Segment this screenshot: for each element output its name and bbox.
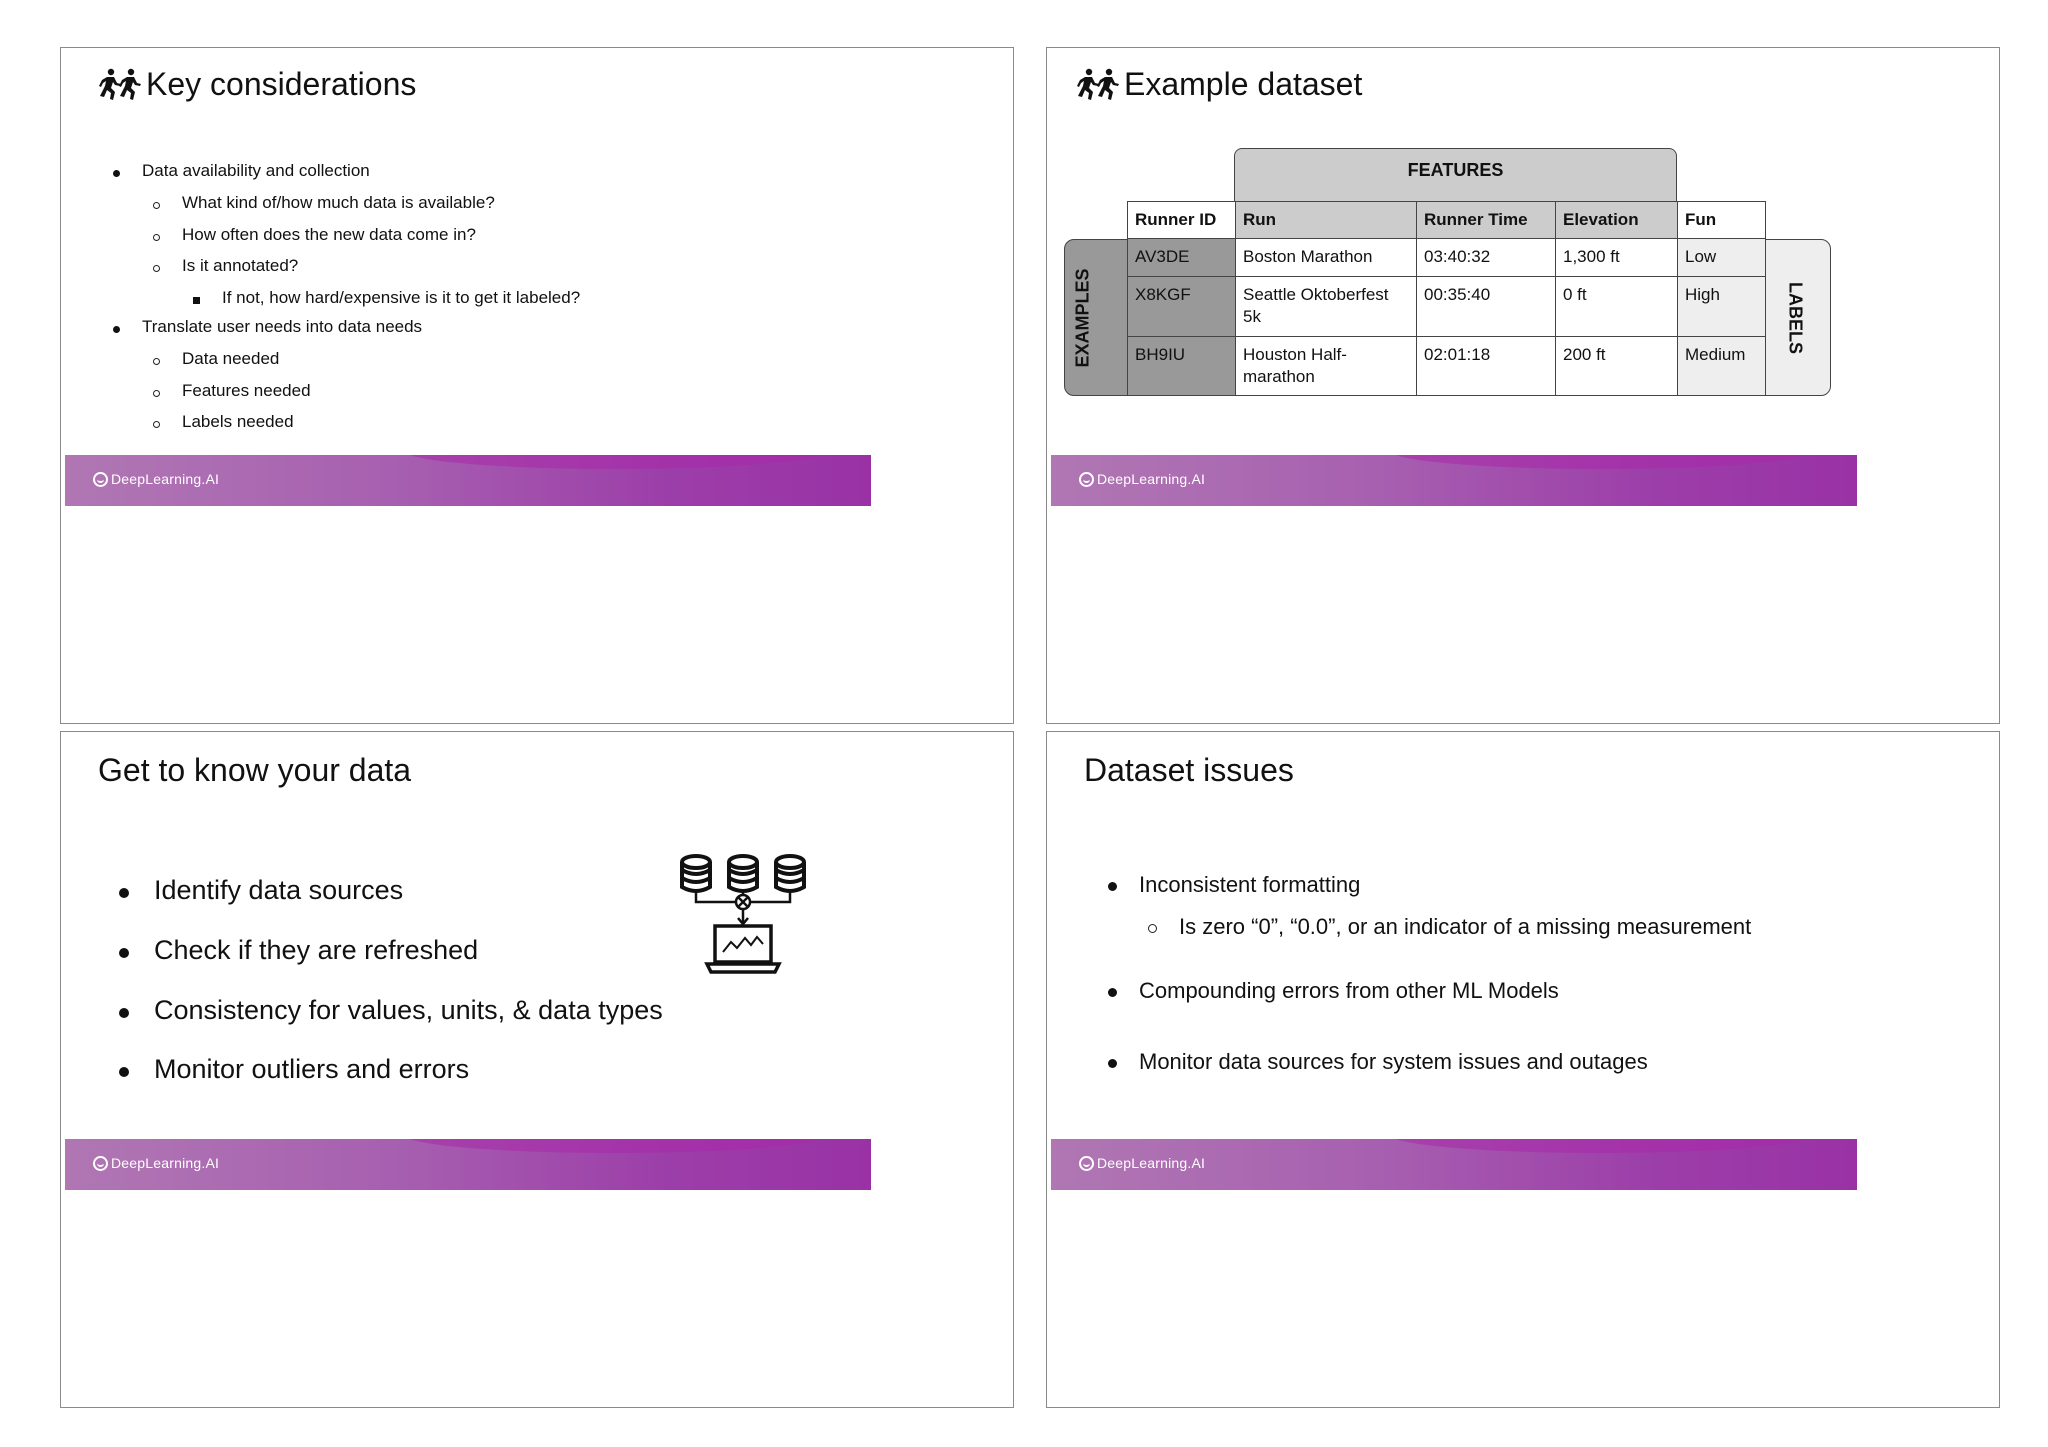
- table-cell: 200 ft: [1556, 337, 1678, 396]
- slide-title-text: Example dataset: [1124, 66, 1363, 102]
- labels-label: LABELS: [1785, 282, 1806, 354]
- col-header: Run: [1236, 202, 1417, 239]
- list-item: Data availability and collection: [142, 161, 370, 180]
- sub-bullet: [153, 421, 160, 428]
- table-cell: 1,300 ft: [1556, 239, 1678, 277]
- sub-sub-bullet: [193, 297, 200, 304]
- deeplearning-logo-icon: [93, 472, 108, 487]
- table-cell: BH9IU: [1128, 337, 1236, 396]
- table-row: [1128, 277, 1766, 337]
- table-cell: Low: [1678, 239, 1766, 277]
- deeplearning-logo-icon: [93, 1156, 108, 1171]
- deeplearning-logo-icon: [1079, 1156, 1094, 1171]
- brand-logo: [93, 1155, 219, 1171]
- features-label: FEATURES: [1407, 159, 1504, 180]
- runners-icon: [1076, 68, 1122, 102]
- list-item: Is it annotated?: [182, 256, 299, 275]
- brand-logo: [1079, 1155, 1205, 1171]
- bullet: [113, 326, 120, 333]
- brand-text: DeepLearning.AI: [1097, 471, 1206, 487]
- brand-text: DeepLearning.AI: [1097, 1155, 1206, 1171]
- slide-footer: [1051, 1139, 1857, 1190]
- list-item: Monitor outliers and errors: [154, 1054, 470, 1084]
- bullet: [1108, 988, 1117, 997]
- col-header: Fun: [1678, 202, 1766, 239]
- features-header: [1234, 148, 1677, 201]
- slide-footer: [65, 455, 871, 506]
- slide-footer: [1051, 455, 1857, 506]
- col-header: Runner Time: [1417, 202, 1556, 239]
- brand-text: DeepLearning.AI: [111, 1155, 220, 1171]
- bullet: [119, 1067, 129, 1077]
- table-cell: Medium: [1678, 337, 1766, 396]
- list-item: Labels needed: [182, 412, 294, 431]
- slide-title: Dataset issues: [1084, 752, 1294, 788]
- examples-label: EXAMPLES: [1072, 268, 1093, 368]
- list-item: Is zero “0”, “0.0”, or an indicator of a missing measurement: [1179, 914, 1752, 939]
- table-row: [1128, 337, 1766, 396]
- table-cell: 03:40:32: [1417, 239, 1556, 277]
- table-cell: AV3DE: [1128, 239, 1236, 277]
- runners-icon: [98, 68, 144, 102]
- col-header: Elevation: [1556, 202, 1678, 239]
- brand-text: DeepLearning.AI: [111, 471, 220, 487]
- bullet: [113, 170, 120, 177]
- sub-bullet: [153, 202, 160, 209]
- sub-bullet: [153, 358, 160, 365]
- slide-title: [98, 66, 416, 103]
- slide-title: [1076, 66, 1362, 103]
- bullet: [1108, 1059, 1117, 1068]
- list-item: Consistency for values, units, & data types: [154, 995, 663, 1025]
- list-item: Inconsistent formatting: [1139, 872, 1361, 897]
- table-cell: X8KGF: [1128, 277, 1236, 337]
- list-item: Identify data sources: [154, 875, 404, 905]
- list-item: If not, how hard/expensive is it to get it labeled?: [222, 288, 581, 307]
- col-header: Runner ID: [1128, 202, 1236, 239]
- database-merge-laptop-icon: [679, 852, 809, 977]
- deeplearning-logo-icon: [1079, 472, 1094, 487]
- list-item: How often does the new data come in?: [182, 225, 476, 244]
- table-cell: 02:01:18: [1417, 337, 1556, 396]
- slide-dataset-issues: [1046, 731, 2000, 1408]
- brand-logo: [93, 471, 219, 487]
- slide-title: Get to know your data: [98, 752, 412, 788]
- dataset-table: [1127, 201, 1766, 396]
- table-cell: 00:35:40: [1417, 277, 1556, 337]
- brand-logo: [1079, 471, 1205, 487]
- sub-bullet: [153, 390, 160, 397]
- bullet: [119, 1008, 129, 1018]
- list-item: Translate user needs into data needs: [142, 317, 423, 336]
- table-cell: Houston Half-marathon: [1236, 337, 1417, 396]
- list-item: What kind of/how much data is available?: [182, 193, 495, 212]
- sub-bullet: [1148, 924, 1157, 933]
- list-item: Compounding errors from other ML Models: [1139, 978, 1559, 1003]
- list-item: Check if they are refreshed: [154, 935, 479, 965]
- slide-example-dataset: [1046, 47, 2000, 724]
- sub-bullet: [153, 234, 160, 241]
- table-cell: High: [1678, 277, 1766, 337]
- table-cell: Seattle Oktoberfest 5k: [1236, 277, 1417, 337]
- table-header-row: [1128, 202, 1766, 239]
- list-item: Monitor data sources for system issues and outages: [1139, 1049, 1648, 1074]
- table-cell: Boston Marathon: [1236, 239, 1417, 277]
- slide-title-text: Key considerations: [146, 66, 417, 102]
- bullet: [119, 888, 129, 898]
- sub-bullet: [153, 265, 160, 272]
- slide-get-to-know-data: [60, 731, 1014, 1408]
- list-item: Data needed: [182, 349, 280, 368]
- slide-key-considerations: [60, 47, 1014, 724]
- bullet: [119, 948, 129, 958]
- table-row: [1128, 239, 1766, 277]
- table-cell: 0 ft: [1556, 277, 1678, 337]
- slide-footer: [65, 1139, 871, 1190]
- list-item: Features needed: [182, 381, 311, 400]
- bullet: [1108, 882, 1117, 891]
